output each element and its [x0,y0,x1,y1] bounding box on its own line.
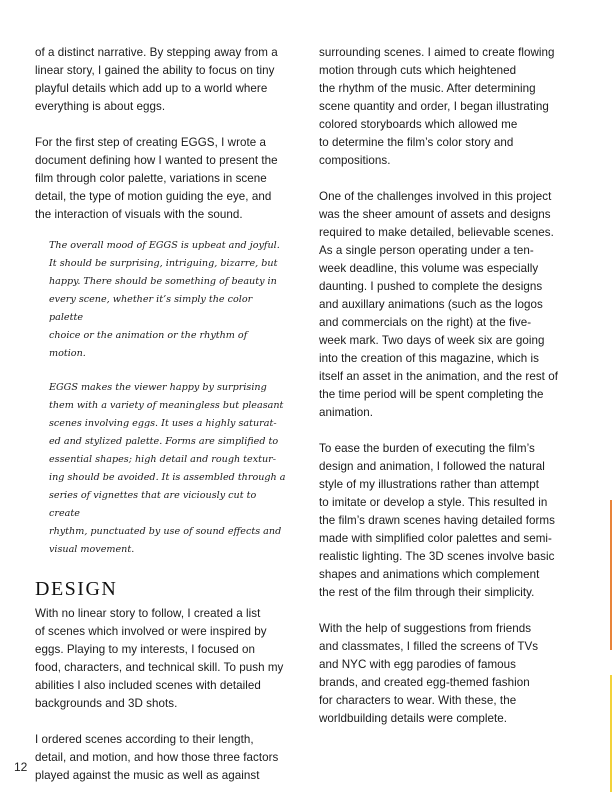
body-paragraph: With no linear story to follow, I created a list of scenes which involved or were inspired by eggs. Playing to my interests, I focused on food, characters, and technical skill. To push my abilities I also included scenes with detailed backgrounds and 3D shots. [35,607,284,710]
body-paragraph: To ease the burden of executing the film’s design and animation, I followed the natural style of my illustrations rather than attempt to imitate or develop a style. This resulted in the film’s drawn scenes having detailed forms made with simplified color palettes and semi- realistic lighting. The 3D scenes involve basic shapes and animations which complement the rest of the film through their simplicity. [319,442,555,599]
pull-quote: The overall mood of EGGS is upbeat and joyful. It should be surprising, intriguing, bizarre, but happy. There should be something of beauty in every scene, whether it’s simply the color palette choice or the animation or the rhythm of motion. [49,240,280,359]
body-paragraph: One of the challenges involved in this project was the sheer amount of assets and designs required to make detailed, believable scenes. As a single person operating under a ten- week deadline, this volume was especially daunting. I pushed to complete the designs and auxillary animations (such as the logos and commercials on the right) at the five- week mark. Two days of week six are going into the creation of this magazine, which is itself an asset in the animation, and the rest of the time period will be spent completing the animation. [319,190,558,419]
pull-quote: EGGS makes the viewer happy by surprising them with a variety of meaningless but pleasant scenes involving eggs. It uses a highly saturat- ed and stylized palette. Forms are simplified to essential shapes; high detail and rough textur- ing should be avoided. It is assembled through a series of vignettes that are viciously cut to create rhythm, punctuated by use of sound effects and visual movement. [49,382,286,555]
body-paragraph: I ordered scenes according to their length, detail, and motion, and how those three factors played against the music as well as against [35,733,279,782]
left-column [35,44,297,785]
right-column [319,44,571,728]
body-paragraph: With the help of suggestions from friends and classmates, I filled the screens of TVs and NYC with egg parodies of famous brands, and created egg-themed fashion for characters to wear. With these, the worldbuilding details were complete. [319,622,539,725]
body-paragraph: surrounding scenes. I aimed to create flowing motion through cuts which heightened the rhythm of the music. After determining scene quantity and order, I began illustrating colored storyboards which allowed me to determine the film’s color story and compositions. [319,46,555,167]
body-paragraph: For the first step of creating EGGS, I wrote a document defining how I wanted to present the film through color palette, variations in scene detail, the type of motion guiding the eye, and the interaction of visuals with the sound. [35,136,278,221]
section-heading: DESIGN [35,578,118,600]
body-paragraph: of a distinct narrative. By stepping away from a linear story, I gained the ability to focus on tiny playful details which add up to a world where everything is about eggs. [35,46,278,113]
page-number: 12 [14,760,28,774]
